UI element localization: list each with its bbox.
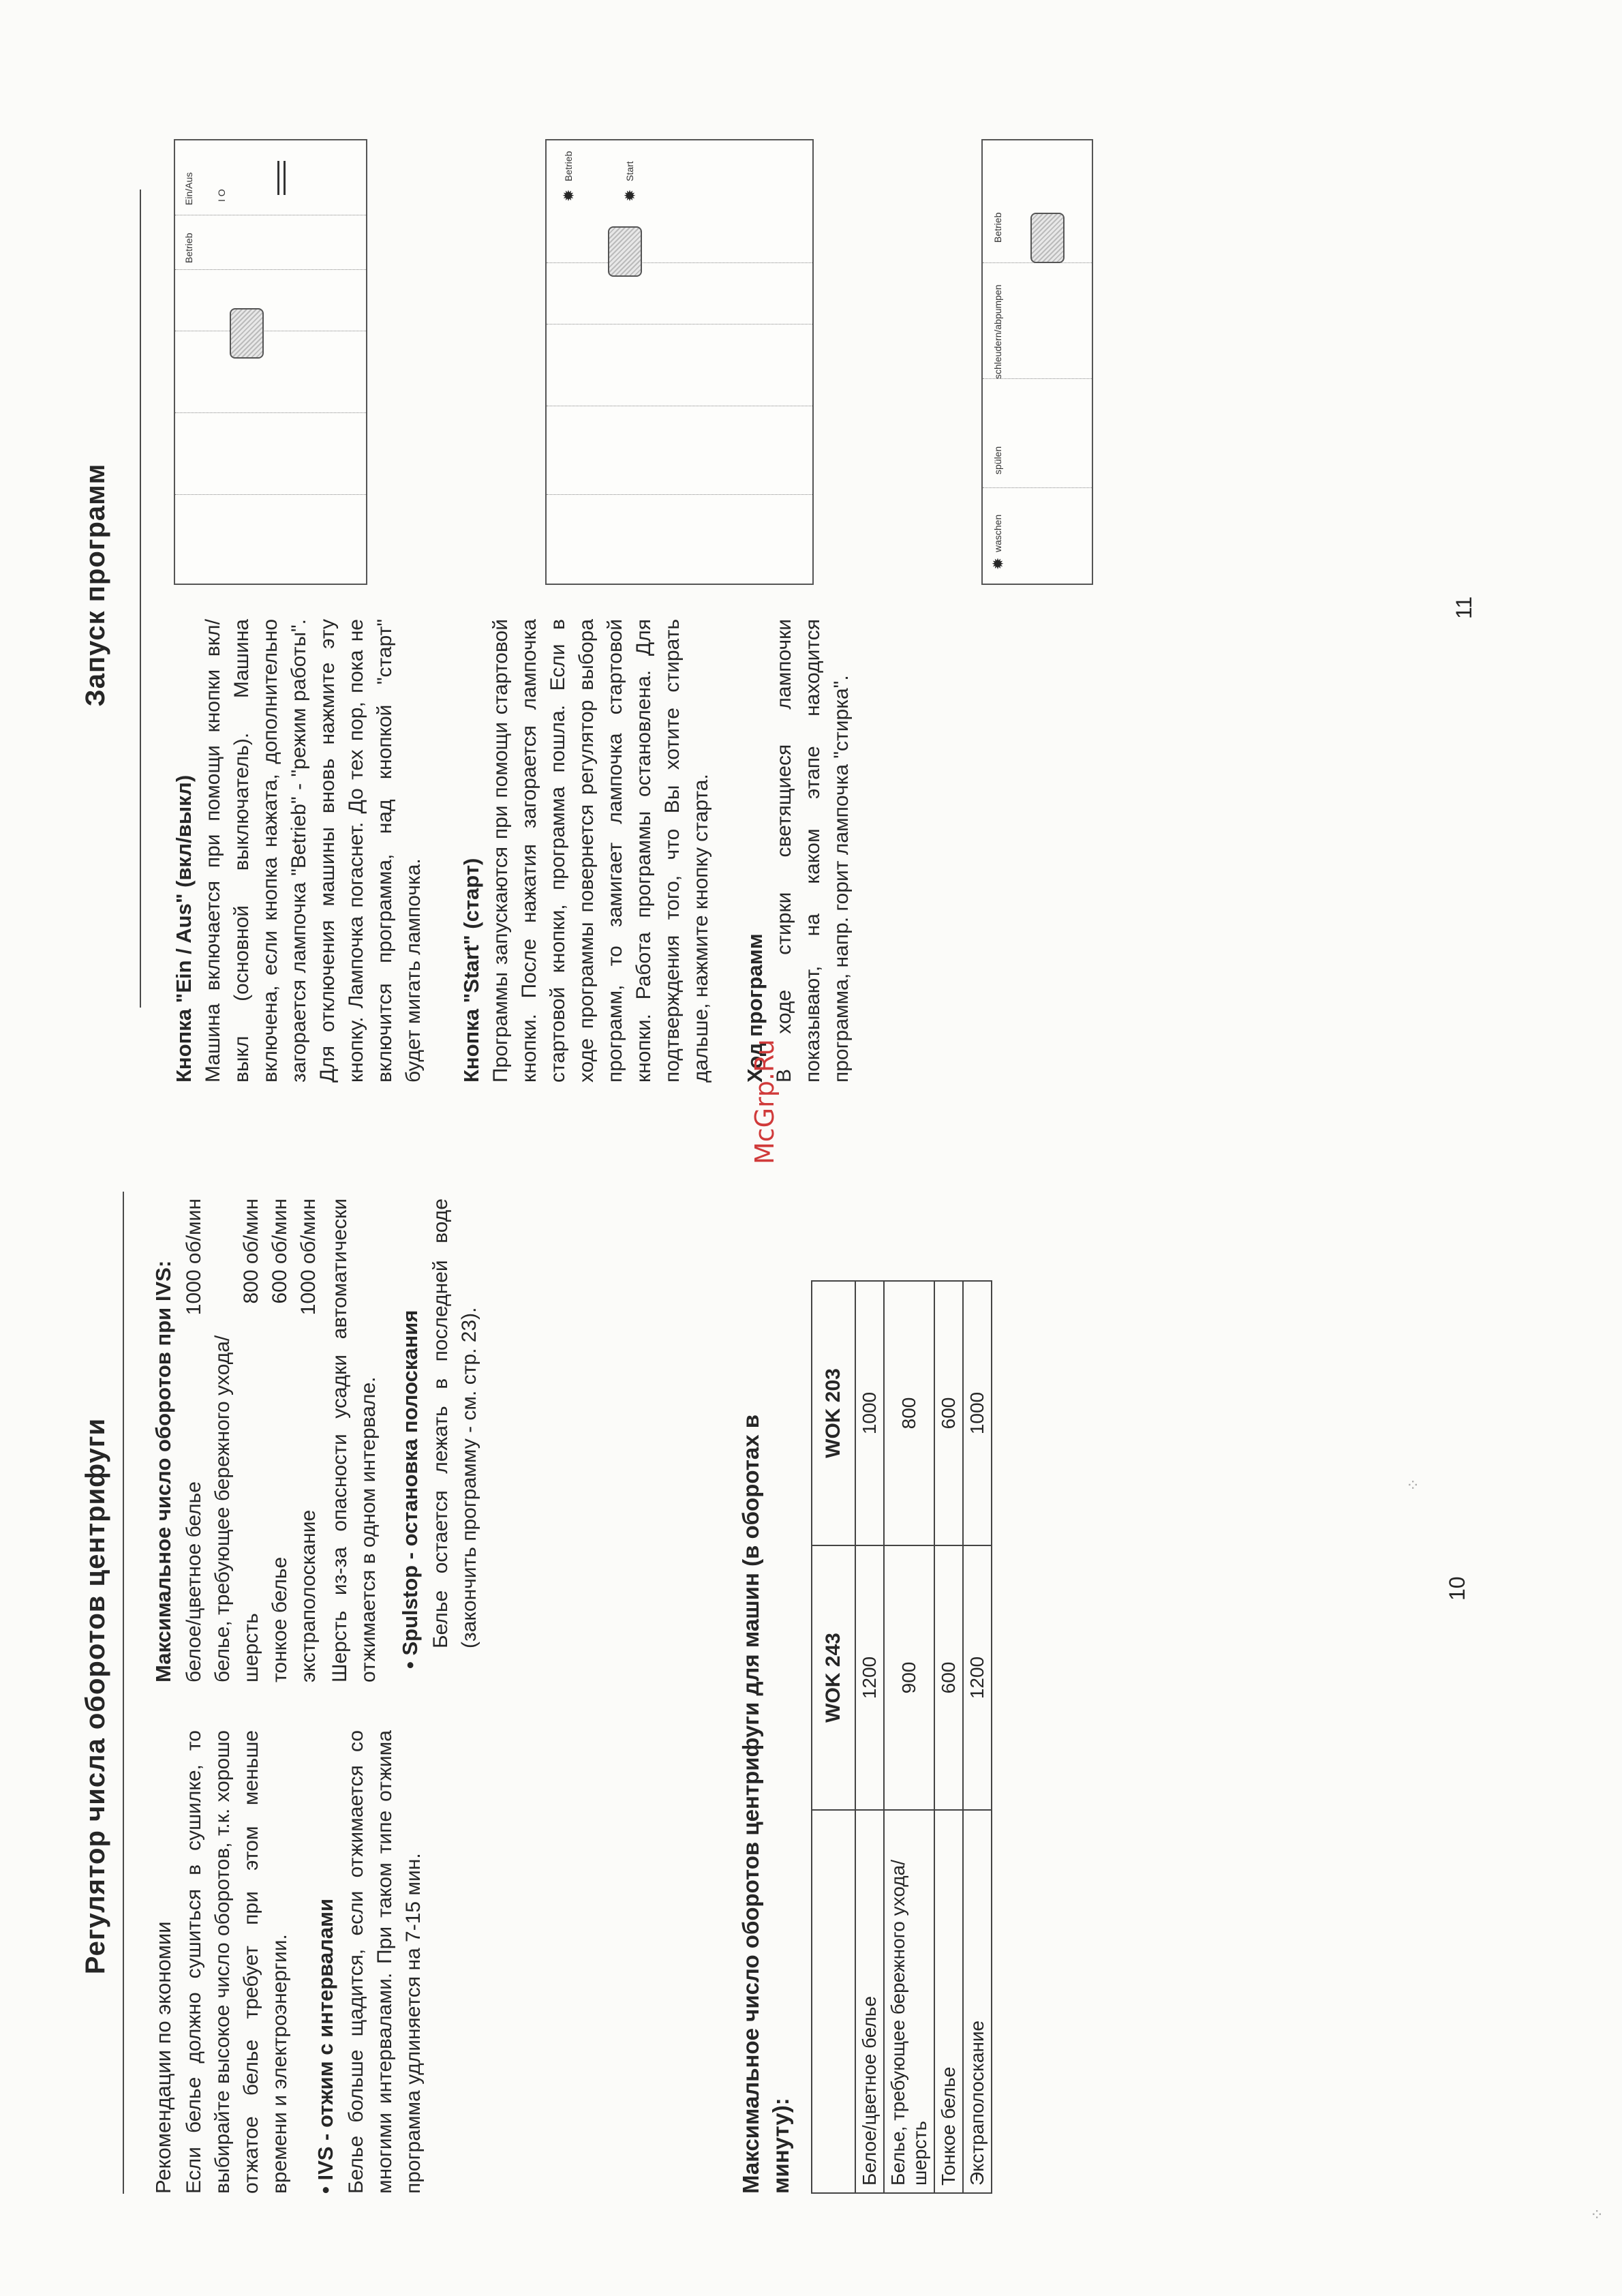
max-speed-row: белое/цветное белье 1000 об/мин (183, 1198, 205, 1682)
start-button-illustration (608, 226, 642, 277)
scan-speck: ⁘ (1405, 1477, 1423, 1492)
start-heading: Кнопка "Start" (старт) (459, 858, 483, 1083)
rpm-table-header-row (812, 1281, 855, 2193)
waschen-lamp-icon: ✹ (990, 557, 1007, 570)
right-page-title: Запуск программ (80, 463, 110, 707)
table-row: Белье, требующее бережного ухода/шерсть 900 800 (884, 1281, 934, 2193)
left-page-title: Регулятор числа оборотов центрифуги (80, 1417, 110, 1975)
scan-speck: ⁘ (1589, 2207, 1607, 2221)
control-panel-progress-figure (981, 139, 1093, 585)
control-panel-einaus-figure (174, 139, 367, 585)
rpm-table (811, 1280, 992, 2194)
progress-heading: Ход программ (743, 933, 767, 1083)
waschen-label: waschen (992, 514, 1003, 552)
watermark: McGrp.Ru (750, 1039, 780, 1164)
spulstop-heading: • Spulstop - остановка полоскания (398, 1198, 423, 1682)
rpm-table-heading-wrap (736, 1376, 796, 2194)
max-speed-list (180, 1198, 323, 1682)
max-speed-row: тонкое белье 600 об/мин (269, 1198, 291, 1682)
col-wok203: WOK 203 (812, 1281, 855, 1545)
economy-heading: Рекомендации по экономии (151, 1921, 175, 2194)
economy-column (151, 1730, 428, 2194)
left-page-number: 10 (1445, 1576, 1469, 1601)
max-speed-row: экстраполоскание 1000 об/мин (297, 1198, 320, 1682)
betrieb-label: Betrieb (992, 212, 1003, 243)
economy-text: Если белье должно сушиться в сушилке, то выбирайте высокое число оборотов, т.к. хорошо отжатое белье требует при этом меньше времени и электроэнергии. (183, 1730, 291, 2194)
right-text-column (172, 619, 856, 1083)
program-button-illustration (1030, 213, 1065, 263)
table-row: Тонкое белье 600 600 (934, 1281, 963, 2193)
einaus-switch-icon (277, 161, 286, 195)
rpm-table-heading: Максимальное число оборотов центрифуги для машин (в оборотах в минуту): (738, 1414, 793, 2194)
right-page-number: 11 (1452, 596, 1476, 619)
table-row: Экстраполоскание 1200 1000 (963, 1281, 992, 2193)
einaus-text: Машина включается при помощи кнопки вкл/выкл (основной выключатель). Машина включена, если кнопка нажата, дополнительно загорается лампочка "Betrieb" - "режим работы". Для отключения машины вновь нажмите эту кнопку. Лампочка погаснет. До тех пор, пока не включится программа, над кнопкой "старт" будет мигать лампочка. (202, 619, 425, 1083)
max-speed-row: белье, требующее бережного ухода/шерсть 800 об/мин (211, 1198, 262, 1682)
max-speed-column (151, 1198, 484, 1682)
left-title-rule (123, 1192, 124, 2194)
betrieb-label: Betrieb (183, 232, 194, 263)
ivs-text: Белье больше щадится, если отжимается со многими интервалами. При таком типе отжима программа удлиняется на 7-15 мин. (345, 1730, 425, 2194)
ivs-heading: • IVS - отжим с интервалами (313, 1730, 338, 2194)
max-speed-heading: Максимальное число оборотов при IVS: (151, 1260, 175, 1682)
start-text: Программы запускаются при помощи стартовой кнопки. После нажатия загорается лампочка стартовой кнопки, программа пошла. Если в ходе программы повернется регулятор выбора программ, то замигает лампочка стартовой кнопки. Работа программы остановлена. Для подтверждения того, что Вы хотите стирать дальше, нажмите кнопку старта. (489, 619, 712, 1083)
schleudern-label: schleudern/abpumpen (992, 284, 1003, 379)
progress-text: В ходе стирки светящиеся лампочки показывают, на каком этапе находится программа, напр. горит лампочка "стирка". (773, 619, 853, 1083)
col-wok243: WOK 243 (812, 1545, 855, 1810)
spulen-label: spülen (992, 446, 1003, 474)
table-row: Белое/цветное белье 1200 1000 (855, 1281, 884, 2193)
einaus-io-label: I O (216, 189, 227, 202)
right-title-rule (140, 190, 141, 1008)
program-button-illustration (230, 308, 264, 359)
spulstop-text: Белье остается лежать в последней воде (закончить программу - см. стр. 23). (429, 1198, 480, 1648)
einaus-label: Ein/Aus (183, 172, 194, 205)
einaus-heading: Кнопка "Ein / Aus" (вкл/выкл) (172, 774, 196, 1083)
start-label: Start (624, 161, 635, 181)
start-lamp-icon: ✹ (622, 189, 639, 202)
wool-text: Шерсть из-за опасности усадки автоматически отжимается в одном интервале. (328, 1198, 380, 1682)
betrieb-lamp-icon: ✹ (560, 189, 577, 202)
control-panel-start-figure (545, 139, 814, 585)
betrieb-label: Betrieb (563, 151, 574, 181)
